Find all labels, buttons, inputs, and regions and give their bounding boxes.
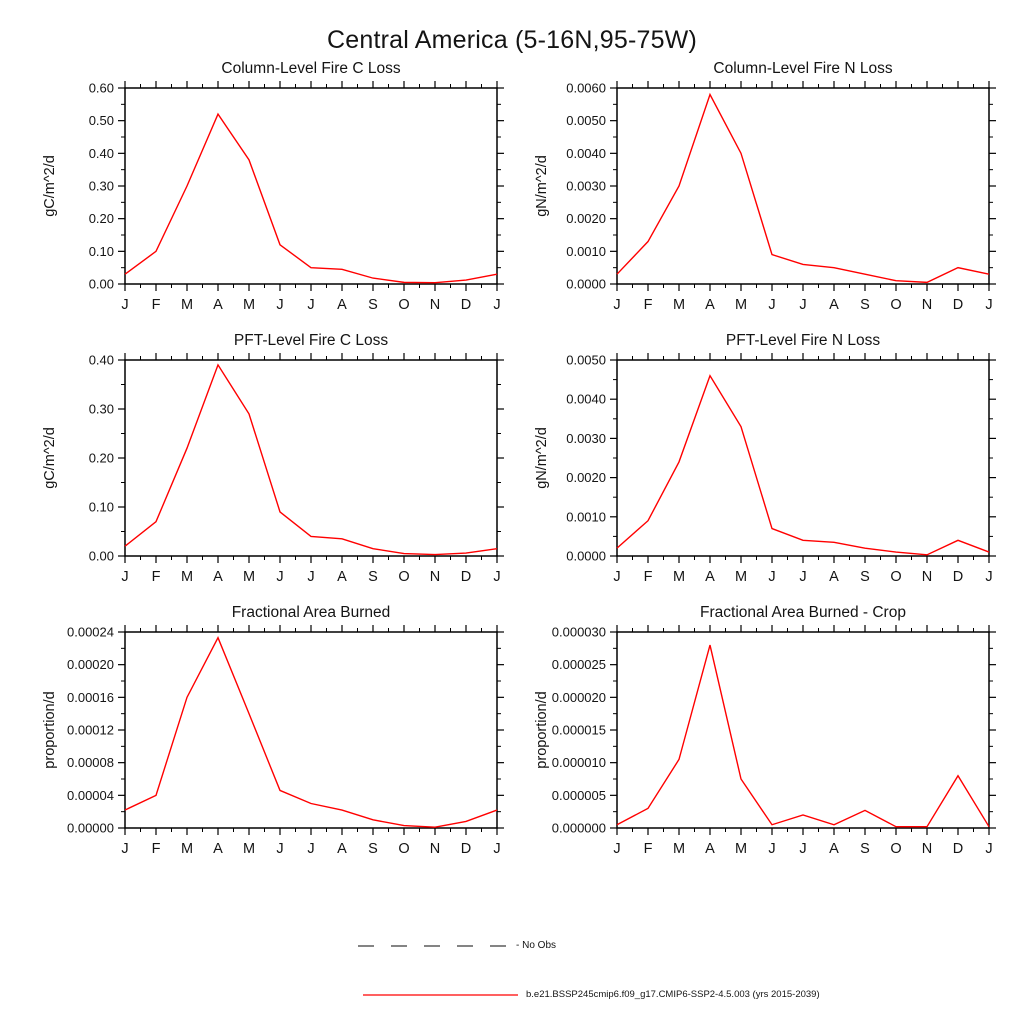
svg-text:S: S <box>368 841 378 857</box>
svg-text:J: J <box>493 841 501 857</box>
svg-text:J: J <box>768 569 776 585</box>
y-axis-label: proportion/d <box>42 691 58 769</box>
panel-pft-fire-n-loss <box>512 332 1004 604</box>
svg-text:0.0020: 0.0020 <box>566 470 606 486</box>
svg-text:A: A <box>705 569 715 585</box>
svg-text:0.000025: 0.000025 <box>551 657 606 673</box>
svg-text:J: J <box>276 841 284 857</box>
svg-text:J: J <box>121 297 129 313</box>
svg-text:M: M <box>242 297 256 313</box>
svg-text:J: J <box>613 569 621 585</box>
svg-text:J: J <box>493 569 501 585</box>
series-line <box>125 638 497 827</box>
svg-text:M: M <box>672 569 686 585</box>
svg-text:0.0050: 0.0050 <box>566 113 606 129</box>
svg-text:0.60: 0.60 <box>88 80 114 96</box>
y-axis-label: gC/m^2/d <box>42 427 58 489</box>
svg-text:M: M <box>672 841 686 857</box>
svg-text:J: J <box>985 841 993 857</box>
svg-text:J: J <box>799 297 807 313</box>
svg-text:A: A <box>213 569 223 585</box>
svg-text:S: S <box>368 297 378 313</box>
svg-text:J: J <box>307 569 315 585</box>
svg-text:J: J <box>613 841 621 857</box>
svg-text:A: A <box>337 569 347 585</box>
svg-text:A: A <box>705 297 715 313</box>
svg-text:0.00024: 0.00024 <box>67 624 114 640</box>
svg-text:D: D <box>952 297 964 313</box>
y-axis-label: gN/m^2/d <box>534 427 550 489</box>
svg-text:J: J <box>768 841 776 857</box>
svg-text:0.0030: 0.0030 <box>566 178 606 194</box>
svg-text:O: O <box>890 841 902 857</box>
chart-plot <box>20 624 512 876</box>
svg-text:A: A <box>829 569 839 585</box>
panel-title: Fractional Area Burned - Crop <box>700 604 906 621</box>
chart-plot <box>512 352 1004 604</box>
svg-text:M: M <box>180 569 194 585</box>
svg-text:N: N <box>921 841 933 857</box>
legend-series-label: b.e21.BSSP245cmip6.f09_g17.CMIP6-SSP2-4.5.003 (yrs 2015-2039) <box>526 989 820 1000</box>
y-axis-label: gC/m^2/d <box>42 155 58 217</box>
chart-plot <box>20 80 512 332</box>
panel-column-fire-n-loss <box>512 60 1004 332</box>
svg-text:M: M <box>180 297 194 313</box>
svg-text:0.10: 0.10 <box>88 243 114 259</box>
svg-text:S: S <box>860 569 870 585</box>
svg-text:0.000015: 0.000015 <box>551 722 606 738</box>
svg-text:N: N <box>429 297 441 313</box>
svg-text:F: F <box>643 569 653 585</box>
svg-text:J: J <box>121 569 129 585</box>
svg-text:F: F <box>643 841 653 857</box>
svg-text:J: J <box>276 297 284 313</box>
svg-text:0.40: 0.40 <box>88 145 114 161</box>
svg-text:J: J <box>768 297 776 313</box>
svg-text:F: F <box>151 841 161 857</box>
series-line <box>617 376 989 555</box>
series-line <box>125 365 497 555</box>
svg-text:F: F <box>151 297 161 313</box>
svg-text:0.50: 0.50 <box>88 113 114 129</box>
svg-text:O: O <box>890 297 902 313</box>
svg-text:N: N <box>429 841 441 857</box>
panel-title: Column-Level Fire N Loss <box>713 60 893 77</box>
svg-text:J: J <box>307 297 315 313</box>
svg-text:S: S <box>368 569 378 585</box>
svg-text:N: N <box>921 297 933 313</box>
panel-title: Fractional Area Burned <box>231 604 391 621</box>
svg-text:0.0040: 0.0040 <box>566 391 606 407</box>
svg-text:0.0010: 0.0010 <box>566 243 606 259</box>
svg-text:D: D <box>460 569 472 585</box>
svg-text:0.00: 0.00 <box>88 548 114 564</box>
svg-text:0.000010: 0.000010 <box>551 755 606 771</box>
svg-text:0.000000: 0.000000 <box>551 820 606 836</box>
svg-text:D: D <box>460 841 472 857</box>
svg-text:0.000030: 0.000030 <box>551 624 606 640</box>
svg-text:J: J <box>276 569 284 585</box>
svg-text:M: M <box>734 297 748 313</box>
svg-text:A: A <box>337 297 347 313</box>
svg-text:0.0010: 0.0010 <box>566 509 606 525</box>
svg-text:N: N <box>429 569 441 585</box>
svg-text:J: J <box>799 569 807 585</box>
legend-no-obs <box>358 940 556 951</box>
figure-title: Central America (5-16N,95-75W) <box>326 26 697 54</box>
chart-plot <box>20 352 512 604</box>
svg-text:A: A <box>705 841 715 857</box>
svg-text:0.000005: 0.000005 <box>551 787 606 803</box>
series-line <box>617 95 989 283</box>
svg-text:A: A <box>829 297 839 313</box>
series-line-sample <box>363 992 518 998</box>
y-axis-label: proportion/d <box>534 691 550 769</box>
svg-text:0.00004: 0.00004 <box>67 787 114 803</box>
svg-text:0.0050: 0.0050 <box>566 352 606 368</box>
svg-text:F: F <box>151 569 161 585</box>
svg-text:0.40: 0.40 <box>88 352 114 368</box>
no-obs-line-sample <box>358 943 508 949</box>
panel-fractional-area-burned <box>20 604 512 876</box>
svg-text:O: O <box>398 569 410 585</box>
panel-title: PFT-Level Fire C Loss <box>233 332 389 349</box>
svg-text:M: M <box>734 841 748 857</box>
svg-text:A: A <box>213 297 223 313</box>
svg-text:M: M <box>242 569 256 585</box>
svg-text:0.0060: 0.0060 <box>566 80 606 96</box>
svg-text:0.0020: 0.0020 <box>566 211 606 227</box>
svg-text:F: F <box>643 297 653 313</box>
svg-text:S: S <box>860 841 870 857</box>
svg-text:0.00016: 0.00016 <box>67 689 114 705</box>
svg-text:0.10: 0.10 <box>88 499 114 515</box>
y-axis-label: gN/m^2/d <box>534 155 550 217</box>
svg-text:A: A <box>213 841 223 857</box>
panel-fractional-area-burned-crop <box>512 604 1004 876</box>
chart-plot <box>512 624 1004 876</box>
series-line <box>125 114 497 283</box>
legend-series <box>363 989 820 1000</box>
panel-title: Column-Level Fire C Loss <box>221 60 401 77</box>
svg-text:A: A <box>829 841 839 857</box>
svg-text:0.0040: 0.0040 <box>566 145 606 161</box>
svg-text:0.00: 0.00 <box>88 276 114 292</box>
svg-text:0.00000: 0.00000 <box>67 820 114 836</box>
svg-text:M: M <box>242 841 256 857</box>
svg-text:J: J <box>613 297 621 313</box>
svg-text:0.00012: 0.00012 <box>67 722 114 738</box>
svg-text:J: J <box>799 841 807 857</box>
svg-text:0.30: 0.30 <box>88 178 114 194</box>
svg-text:J: J <box>985 297 993 313</box>
svg-text:O: O <box>890 569 902 585</box>
chart-plot <box>512 80 1004 332</box>
svg-text:O: O <box>398 297 410 313</box>
svg-text:D: D <box>952 569 964 585</box>
svg-text:0.00008: 0.00008 <box>67 755 114 771</box>
svg-text:J: J <box>493 297 501 313</box>
panel-title: PFT-Level Fire N Loss <box>725 332 881 349</box>
svg-text:0.0000: 0.0000 <box>566 548 606 564</box>
series-line <box>617 645 989 827</box>
charts-grid <box>0 60 1024 876</box>
legend-no-obs-label: - No Obs <box>516 940 557 951</box>
panel-column-fire-c-loss <box>20 60 512 332</box>
svg-text:N: N <box>921 569 933 585</box>
svg-text:0.30: 0.30 <box>88 401 114 417</box>
svg-text:0.0030: 0.0030 <box>566 430 606 446</box>
svg-text:0.20: 0.20 <box>88 211 114 227</box>
svg-text:0.00020: 0.00020 <box>67 657 114 673</box>
svg-text:0.20: 0.20 <box>88 450 114 466</box>
svg-text:J: J <box>985 569 993 585</box>
svg-text:0.0000: 0.0000 <box>566 276 606 292</box>
svg-text:M: M <box>734 569 748 585</box>
svg-text:J: J <box>307 841 315 857</box>
panel-pft-fire-c-loss <box>20 332 512 604</box>
svg-text:S: S <box>860 297 870 313</box>
svg-text:M: M <box>672 297 686 313</box>
svg-text:O: O <box>398 841 410 857</box>
svg-text:J: J <box>121 841 129 857</box>
svg-text:0.000020: 0.000020 <box>551 689 606 705</box>
svg-text:D: D <box>952 841 964 857</box>
svg-text:A: A <box>337 841 347 857</box>
svg-text:M: M <box>180 841 194 857</box>
svg-text:D: D <box>460 297 472 313</box>
